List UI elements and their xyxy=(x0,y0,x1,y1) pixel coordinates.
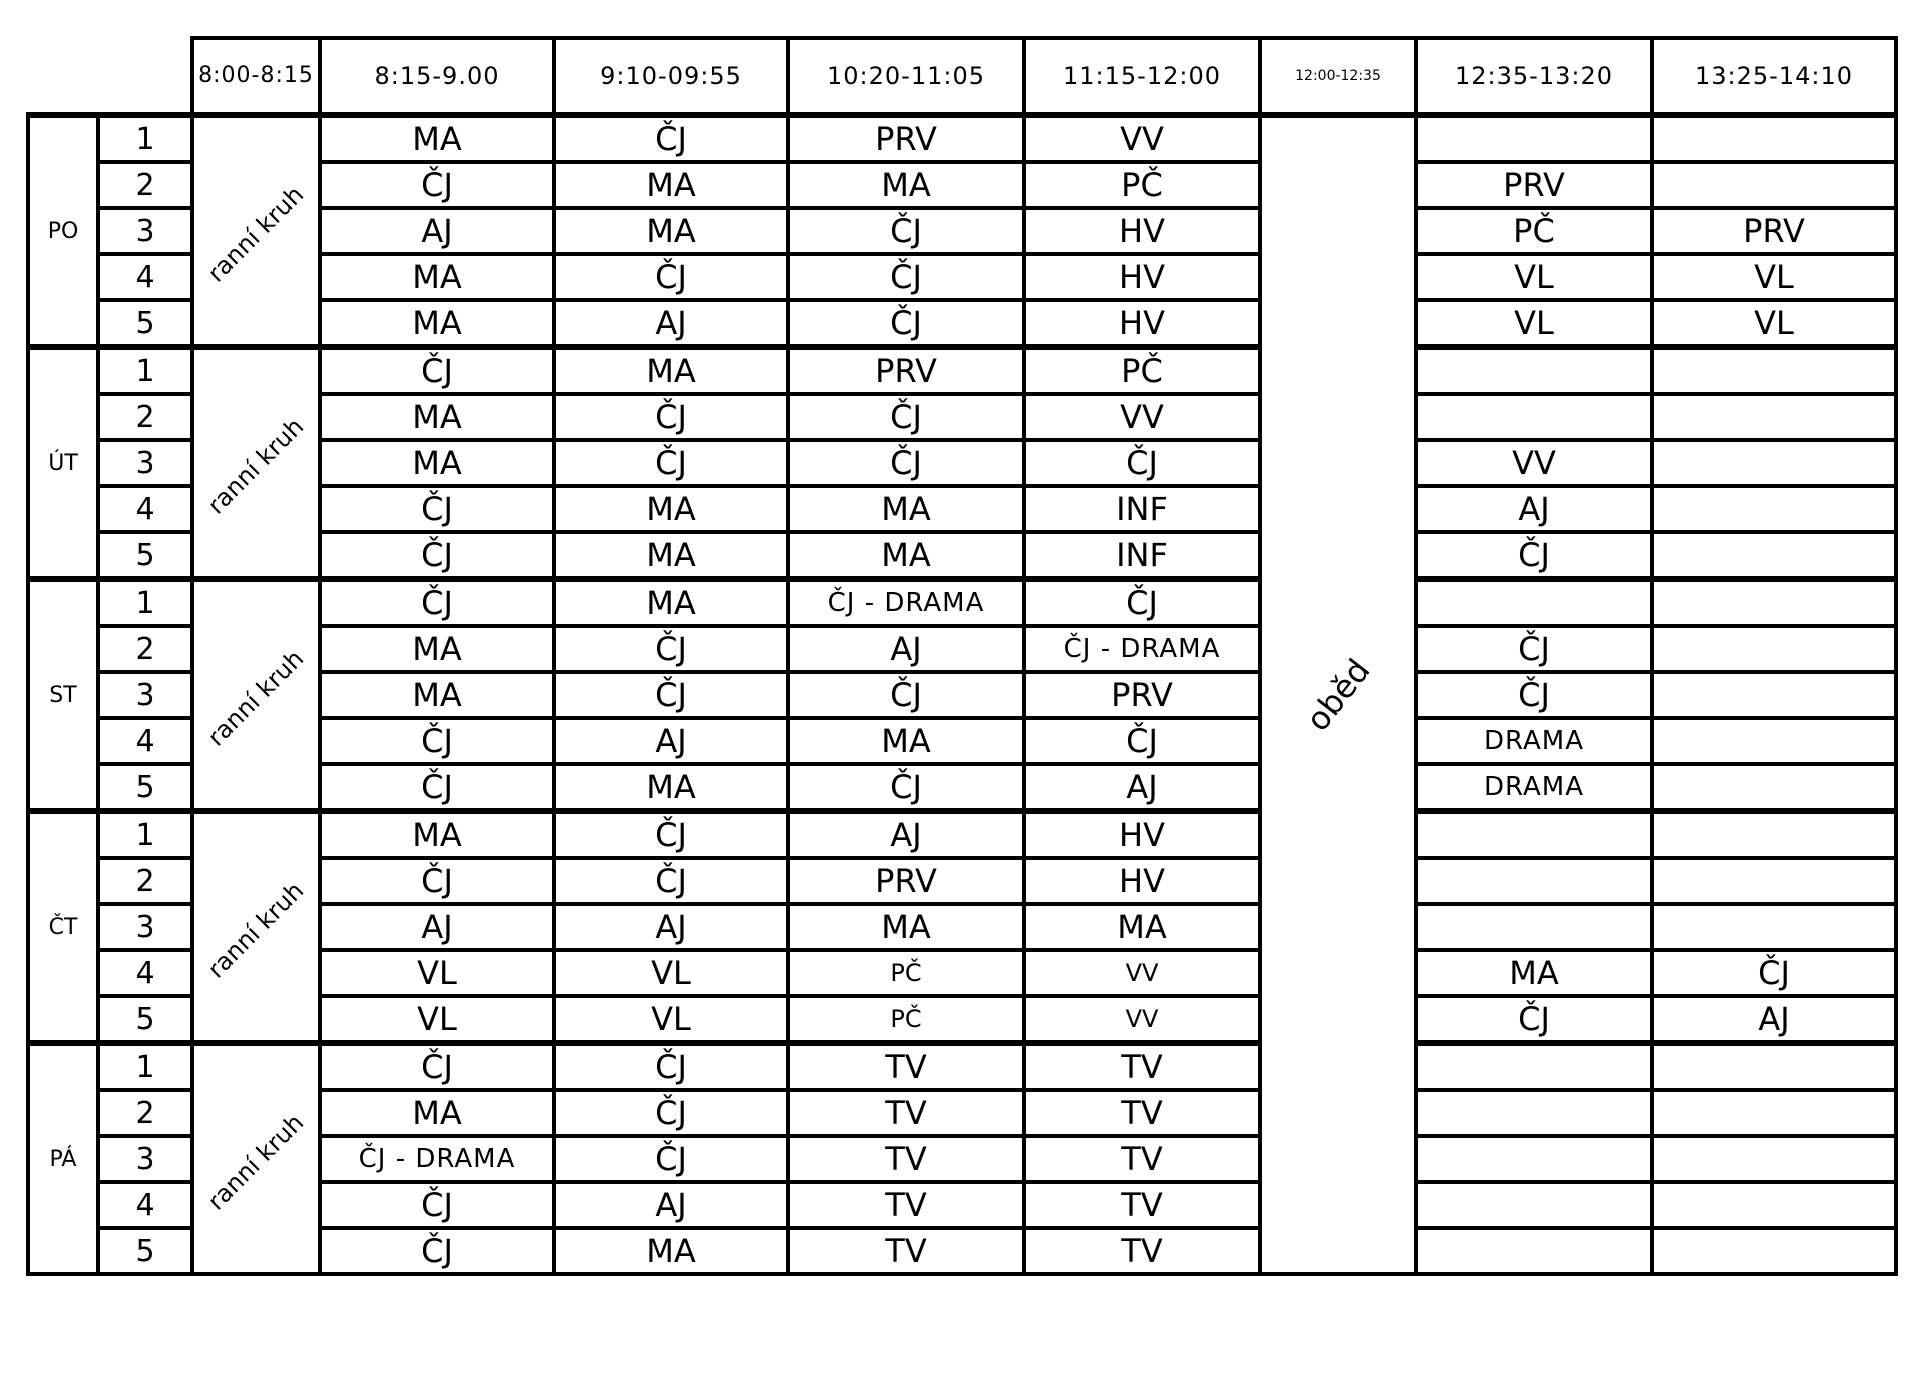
lesson-cell: MA xyxy=(788,718,1024,764)
lesson-cell xyxy=(1652,764,1896,811)
lesson-cell xyxy=(1652,1090,1896,1136)
lesson-cell: PČ xyxy=(1024,347,1260,394)
lesson-cell: ČJ xyxy=(1024,440,1260,486)
lesson-cell: ČJ xyxy=(320,162,554,208)
header-early-slot: 8:00-8:15 xyxy=(192,38,320,115)
lesson-cell: ČJ xyxy=(554,1090,788,1136)
group-number: 2 xyxy=(98,394,192,440)
lesson-cell: TV xyxy=(1024,1182,1260,1228)
lesson-cell: HV xyxy=(1024,858,1260,904)
lesson-cell: AJ xyxy=(554,300,788,347)
lesson-cell: INF xyxy=(1024,532,1260,579)
lesson-cell: HV xyxy=(1024,300,1260,347)
lesson-cell: AJ xyxy=(1652,996,1896,1043)
lesson-cell: ČJ xyxy=(320,718,554,764)
lesson-cell: AJ xyxy=(320,904,554,950)
lesson-cell: MA xyxy=(320,115,554,162)
group-number: 3 xyxy=(98,1136,192,1182)
header-blank xyxy=(98,38,192,115)
lesson-cell: AJ xyxy=(788,626,1024,672)
lesson-cell xyxy=(1416,347,1652,394)
lesson-cell: ČJ - DRAMA xyxy=(1024,626,1260,672)
lesson-cell: ČJ xyxy=(788,208,1024,254)
lesson-cell xyxy=(1652,394,1896,440)
lunch-label: oběd xyxy=(1298,651,1378,739)
lesson-cell xyxy=(1416,115,1652,162)
day-label-thursday: ČT xyxy=(28,811,98,1043)
lesson-cell: VV xyxy=(1024,950,1260,996)
lesson-cell: ČJ xyxy=(788,764,1024,811)
group-number: 2 xyxy=(98,858,192,904)
lesson-cell: ČJ xyxy=(1416,672,1652,718)
lesson-cell: HV xyxy=(1024,254,1260,300)
lesson-cell: ČJ xyxy=(554,811,788,858)
group-number: 2 xyxy=(98,1090,192,1136)
lesson-cell: MA xyxy=(788,162,1024,208)
lesson-cell: DRAMA xyxy=(1416,718,1652,764)
lesson-cell: ČJ xyxy=(1416,996,1652,1043)
lesson-cell: ČJ xyxy=(788,254,1024,300)
lesson-cell: TV xyxy=(788,1136,1024,1182)
lesson-cell: AJ xyxy=(1416,486,1652,532)
lesson-cell: DRAMA xyxy=(1416,764,1652,811)
lesson-cell: PRV xyxy=(1416,162,1652,208)
lesson-cell: VL xyxy=(1652,254,1896,300)
lesson-cell: VL xyxy=(1652,300,1896,347)
group-number: 2 xyxy=(98,626,192,672)
lesson-cell: ČJ xyxy=(788,300,1024,347)
lesson-cell: VL xyxy=(320,950,554,996)
lesson-cell: MA xyxy=(554,162,788,208)
header-period-1: 8:15-9.00 xyxy=(320,38,554,115)
lesson-cell: PRV xyxy=(788,347,1024,394)
lesson-cell: VV xyxy=(1024,996,1260,1043)
lesson-cell: ČJ xyxy=(320,532,554,579)
lesson-cell: ČJ xyxy=(1416,626,1652,672)
lesson-cell: ČJ - DRAMA xyxy=(788,579,1024,626)
lesson-cell: ČJ xyxy=(554,254,788,300)
lesson-cell: ČJ xyxy=(1652,950,1896,996)
lesson-cell: PRV xyxy=(1024,672,1260,718)
morning-circle-cell xyxy=(192,115,320,347)
lesson-cell: ČJ xyxy=(554,1136,788,1182)
lesson-cell: ČJ xyxy=(320,1043,554,1090)
lesson-cell: ČJ xyxy=(554,394,788,440)
table-row xyxy=(28,115,1896,162)
lesson-cell xyxy=(1652,347,1896,394)
lesson-cell: MA xyxy=(554,579,788,626)
lesson-cell xyxy=(1652,811,1896,858)
header-period-5: 12:35-13:20 xyxy=(1416,38,1652,115)
morning-circle-cell xyxy=(192,1043,320,1274)
group-number: 4 xyxy=(98,486,192,532)
morning-circle-cell xyxy=(192,579,320,811)
lesson-cell: ČJ xyxy=(554,1043,788,1090)
lesson-cell: TV xyxy=(1024,1090,1260,1136)
lesson-cell xyxy=(1652,1043,1896,1090)
table-row xyxy=(28,579,1896,626)
lesson-cell: TV xyxy=(1024,1043,1260,1090)
lunch-cell xyxy=(1260,115,1416,1274)
group-number: 3 xyxy=(98,440,192,486)
lesson-cell xyxy=(1416,394,1652,440)
lesson-cell xyxy=(1652,440,1896,486)
header-period-3: 10:20-11:05 xyxy=(788,38,1024,115)
morning-circle-label: ranní kruh xyxy=(202,412,310,520)
group-number: 5 xyxy=(98,764,192,811)
group-number: 5 xyxy=(98,300,192,347)
lesson-cell: PRV xyxy=(788,115,1024,162)
lesson-cell: TV xyxy=(1024,1136,1260,1182)
lesson-cell xyxy=(1652,626,1896,672)
lesson-cell: MA xyxy=(788,486,1024,532)
header-lunch-time: 12:00-12:35 xyxy=(1260,38,1416,115)
group-number: 3 xyxy=(98,904,192,950)
lesson-cell: MA xyxy=(320,394,554,440)
lesson-cell: ČJ xyxy=(554,858,788,904)
group-number: 3 xyxy=(98,208,192,254)
lesson-cell xyxy=(1652,162,1896,208)
lesson-cell: VL xyxy=(1416,254,1652,300)
lesson-cell: MA xyxy=(320,626,554,672)
lesson-cell: ČJ xyxy=(1416,532,1652,579)
lesson-cell: PRV xyxy=(788,858,1024,904)
lesson-cell: PRV xyxy=(1652,208,1896,254)
group-number: 5 xyxy=(98,996,192,1043)
lesson-cell: TV xyxy=(788,1182,1024,1228)
lesson-cell: PČ xyxy=(1024,162,1260,208)
morning-circle-label: ranní kruh xyxy=(202,1108,310,1216)
lesson-cell: VV xyxy=(1416,440,1652,486)
group-number: 1 xyxy=(98,1043,192,1090)
lesson-cell xyxy=(1416,1043,1652,1090)
group-number: 4 xyxy=(98,254,192,300)
table-row xyxy=(28,347,1896,394)
lesson-cell: TV xyxy=(1024,1228,1260,1274)
lesson-cell: AJ xyxy=(1024,764,1260,811)
lesson-cell: HV xyxy=(1024,208,1260,254)
lesson-cell: ČJ xyxy=(554,440,788,486)
lesson-cell xyxy=(1652,904,1896,950)
lesson-cell: MA xyxy=(320,440,554,486)
lesson-cell: HV xyxy=(1024,811,1260,858)
lesson-cell: ČJ xyxy=(554,115,788,162)
lesson-cell: ČJ xyxy=(320,486,554,532)
lesson-cell: ČJ xyxy=(320,347,554,394)
morning-circle-label: ranní kruh xyxy=(202,876,310,984)
lesson-cell xyxy=(1652,486,1896,532)
lesson-cell xyxy=(1652,672,1896,718)
lesson-cell: PČ xyxy=(1416,208,1652,254)
group-number: 3 xyxy=(98,672,192,718)
lesson-cell: TV xyxy=(788,1090,1024,1136)
lesson-cell xyxy=(1416,579,1652,626)
lesson-cell: MA xyxy=(320,254,554,300)
lesson-cell: MA xyxy=(554,486,788,532)
lesson-cell: MA xyxy=(554,532,788,579)
header-period-6: 13:25-14:10 xyxy=(1652,38,1896,115)
lesson-cell xyxy=(1652,579,1896,626)
header-period-2: 9:10-09:55 xyxy=(554,38,788,115)
header-row xyxy=(28,38,1896,115)
group-number: 5 xyxy=(98,532,192,579)
day-label-wednesday: ST xyxy=(28,579,98,811)
lesson-cell xyxy=(1652,532,1896,579)
lesson-cell xyxy=(1652,718,1896,764)
lesson-cell: ČJ xyxy=(320,579,554,626)
lesson-cell: ČJ xyxy=(320,1182,554,1228)
lesson-cell: ČJ xyxy=(554,672,788,718)
morning-circle-cell xyxy=(192,347,320,579)
group-number: 5 xyxy=(98,1228,192,1274)
lesson-cell xyxy=(1416,904,1652,950)
lesson-cell xyxy=(1416,1090,1652,1136)
group-number: 4 xyxy=(98,950,192,996)
lesson-cell xyxy=(1416,811,1652,858)
group-number: 1 xyxy=(98,579,192,626)
lesson-cell xyxy=(1652,858,1896,904)
lesson-cell: PČ xyxy=(788,996,1024,1043)
group-number: 1 xyxy=(98,347,192,394)
lesson-cell: MA xyxy=(320,1090,554,1136)
lesson-cell: ČJ xyxy=(788,394,1024,440)
table-row xyxy=(28,1043,1896,1090)
timetable-grid xyxy=(26,36,1898,1276)
lesson-cell: VV xyxy=(1024,115,1260,162)
lesson-cell xyxy=(1652,1182,1896,1228)
morning-circle-label: ranní kruh xyxy=(202,180,310,288)
morning-circle-cell xyxy=(192,811,320,1043)
lesson-cell: VL xyxy=(554,950,788,996)
lesson-cell: AJ xyxy=(554,904,788,950)
lesson-cell: PČ xyxy=(788,950,1024,996)
lesson-cell: INF xyxy=(1024,486,1260,532)
lesson-cell: TV xyxy=(788,1228,1024,1274)
lesson-cell: MA xyxy=(1416,950,1652,996)
lesson-cell: ČJ xyxy=(554,626,788,672)
lesson-cell: AJ xyxy=(788,811,1024,858)
day-label-friday: PÁ xyxy=(28,1043,98,1274)
lesson-cell: ČJ xyxy=(1024,579,1260,626)
lesson-cell: MA xyxy=(788,904,1024,950)
lesson-cell: ČJ xyxy=(788,672,1024,718)
group-number: 1 xyxy=(98,811,192,858)
lesson-cell: ČJ xyxy=(320,764,554,811)
lesson-cell: MA xyxy=(788,532,1024,579)
lesson-cell: MA xyxy=(554,208,788,254)
day-label-tuesday: ÚT xyxy=(28,347,98,579)
timetable-body xyxy=(28,115,1896,1274)
lesson-cell: TV xyxy=(788,1043,1024,1090)
group-number: 2 xyxy=(98,162,192,208)
lesson-cell: MA xyxy=(320,300,554,347)
lesson-cell: MA xyxy=(554,764,788,811)
group-number: 4 xyxy=(98,1182,192,1228)
lesson-cell: MA xyxy=(320,811,554,858)
lesson-cell: VL xyxy=(554,996,788,1043)
table-row xyxy=(28,811,1896,858)
lesson-cell: ČJ xyxy=(1024,718,1260,764)
timetable xyxy=(26,36,1894,1356)
lesson-cell xyxy=(1652,1228,1896,1274)
lesson-cell: MA xyxy=(554,347,788,394)
lesson-cell: MA xyxy=(554,1228,788,1274)
day-label-monday: PO xyxy=(28,115,98,347)
lesson-cell xyxy=(1652,1136,1896,1182)
group-number: 1 xyxy=(98,115,192,162)
morning-circle-label: ranní kruh xyxy=(202,644,310,752)
lesson-cell xyxy=(1652,115,1896,162)
lesson-cell: ČJ - DRAMA xyxy=(320,1136,554,1182)
lesson-cell: ČJ xyxy=(320,1228,554,1274)
lesson-cell: VL xyxy=(320,996,554,1043)
lesson-cell xyxy=(1416,1182,1652,1228)
lesson-cell: MA xyxy=(1024,904,1260,950)
lesson-cell: VV xyxy=(1024,394,1260,440)
lesson-cell: AJ xyxy=(554,1182,788,1228)
lesson-cell xyxy=(1416,1228,1652,1274)
lesson-cell: ČJ xyxy=(788,440,1024,486)
lesson-cell: AJ xyxy=(320,208,554,254)
lesson-cell: AJ xyxy=(554,718,788,764)
header-blank xyxy=(28,38,98,115)
lesson-cell: MA xyxy=(320,672,554,718)
lesson-cell xyxy=(1416,858,1652,904)
lesson-cell: ČJ xyxy=(320,858,554,904)
header-period-4: 11:15-12:00 xyxy=(1024,38,1260,115)
group-number: 4 xyxy=(98,718,192,764)
lesson-cell: VL xyxy=(1416,300,1652,347)
lesson-cell xyxy=(1416,1136,1652,1182)
